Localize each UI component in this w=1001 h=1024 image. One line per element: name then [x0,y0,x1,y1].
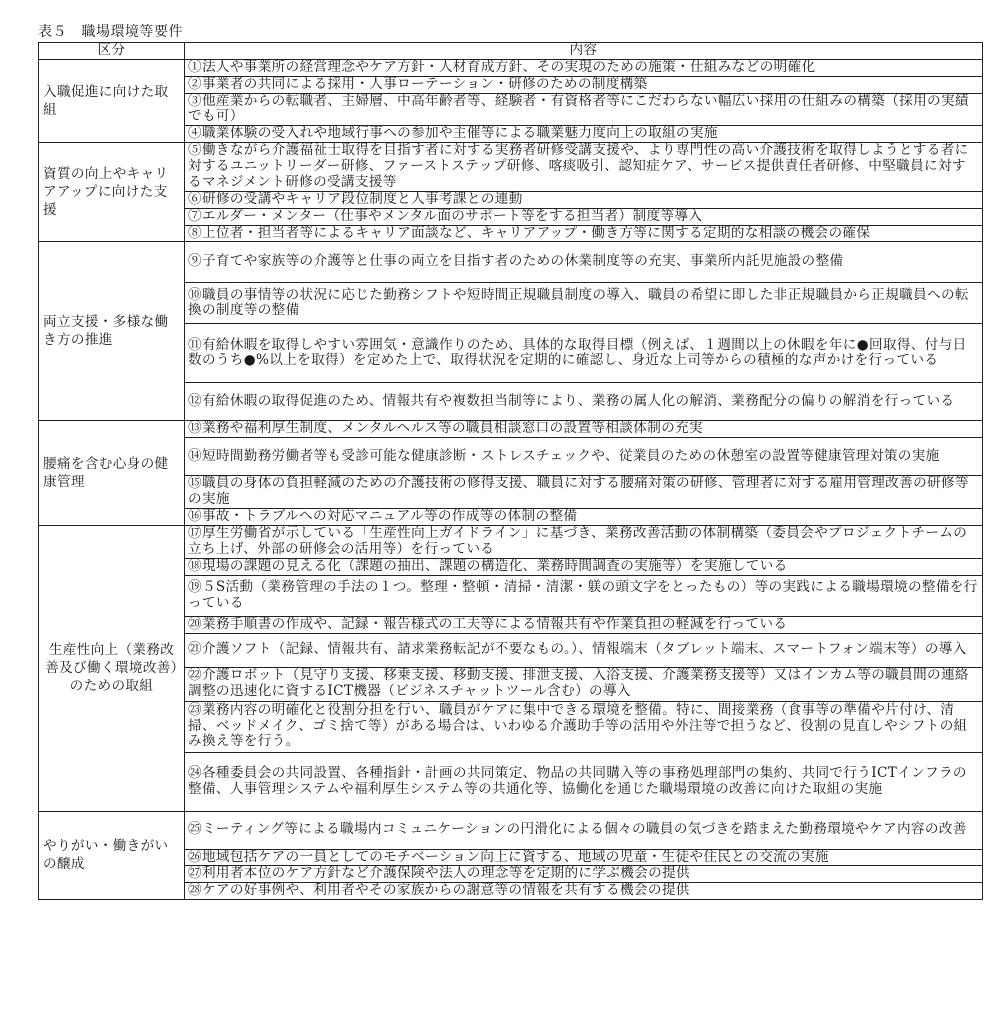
item-cell: ⑫有給休暇の取得促進のため、情報共有や複数担当制等により、業務の属人化の解消、業務配分の偏りの解消を行っている [185,383,983,421]
item-cell: ㉔各種委員会の共同設置、各種指針・計画の共同策定、物品の共同購入等の事務処理部門の集約、共同で行うICTインフラの整備、人事管理システムや福利厚生システム等の共通化等、協働化を通じた職場環境の改善に向けた取組の実施 [185,752,983,811]
item-cell: ㉑介護ソフト（記録、情報共有、請求業務転記が不要なもの。）、情報端末（タブレット端末、スマートフォン端末等）の導入 [185,633,983,667]
item-cell: ①法人や事業所の経営理念やケア方針・人材育成方針、その実現のための施策・仕組みなどの明確化 [185,60,983,77]
table-row [39,60,983,77]
item-cell: ②事業者の共同による採用・人事ローテーション・研修のための制度構築 [185,76,983,93]
item-cell: ④職業体験の受入れや地域行事への参加や主催等による職業魅力度向上の取組の実施 [185,126,983,143]
item-cell: ⑥研修の受講やキャリア段位制度と人事考課との連動 [185,191,983,208]
item-cell: ㉒介護ロボット（見守り支援、移乗支援、移動支援、排泄支援、入浴支援、介護業務支援等）又はインカム等の職員間の連絡調整の迅速化に資するICT機器（ビジネスチャットツール含む）の導入 [185,667,983,701]
item-cell: ㉖地域包括ケアの一員としてのモチベーション向上に資する、地域の児童・生徒や住民との交流の実施 [185,849,983,866]
item-cell: ㉘ケアの好事例や、利用者やその家族からの謝意等の情報を共有する機会の提供 [185,883,983,900]
table-row [39,421,983,438]
table-row [39,525,983,558]
item-cell: ㉕ミーティング等による職場内コミュニケーションの円滑化による個々の職員の気づきを踏まえた勤務環境やケア内容の改善 [185,811,983,849]
category-cell: 入職促進に向けた取組 [39,60,185,143]
category-cell: 生産性向上（業務改善及び働く環境改善）のための取組 [39,525,185,811]
item-cell: ③他産業からの転職者、主婦層、中高年齢者等、経験者・有資格者等にこだわらない幅広い採用の仕組みの構築（採用の実績でも可） [185,93,983,126]
category-cell: 腰痛を含む心身の健康管理 [39,421,185,526]
item-cell: ⑤働きながら介護福祉士取得を目指す者に対する実務者研修受講支援や、より専門性の高い介護技術を取得しようとする者に対するユニットリーダー研修、ファーストステップ研修、喀痰吸引、認知症ケア、サービス提供責任者研修、中堅職員に対するマネジメント研修の受講支援等 [185,142,983,191]
item-cell: ⑲５S活動（業務管理の手法の１つ。整理・整頓・清掃・清潔・躾の頭文字をとったもの）等の実践による職場環境の整備を行っている [185,575,983,616]
item-cell: ⑭短時間勤務労働者等も受診可能な健康診断・ストレスチェックや、従業員のための休憩室の設置等健康管理対策の実施 [185,438,983,476]
header-content: 内容 [185,43,983,60]
category-cell: 資質の向上やキャリアアップに向けた支援 [39,142,185,241]
item-cell: ⑳業務手順書の作成や、記録・報告様式の工夫等による情報共有や作業負担の軽減を行っている [185,616,983,633]
item-cell: ⑨子育てや家族等の介護等と仕事の両立を目指す者のための休業制度等の充実、事業所内託児施設の整備 [185,242,983,283]
item-cell: ㉗利用者本位のケア方針など介護保険や法人の理念等を定期的に学ぶ機会の提供 [185,866,983,883]
item-cell: ⑩職員の事情等の状況に応じた勤務シフトや短時間正規職員制度の導入、職員の希望に即した非正規職員から正規職員への転換の制度等の整備 [185,283,983,324]
table-header-row [39,43,983,60]
item-cell: ⑱現場の課題の見える化（課題の抽出、課題の構造化、業務時間調査の実施等）を実施している [185,558,983,575]
table-row [39,142,983,191]
table-row [39,811,983,849]
requirements-table [38,42,983,900]
table-row [39,242,983,283]
item-cell: ⑮職員の身体の負担軽減のための介護技術の修得支援、職員に対する腰痛対策の研修、管理者に対する雇用管理改善の研修等の実施 [185,476,983,509]
category-cell: やりがい・働きがいの醸成 [39,811,185,899]
header-category: 区分 [39,43,185,60]
item-cell: ㉓業務内容の明確化と役割分担を行い、職員がケアに集中できる環境を整備。特に、間接業務（食事等の準備や片付け、清掃、ベッドメイク、ゴミ捨て等）がある場合は、いわゆる介護助手等の活用や外注等で担うなど、役割の見直しやシフトの組み換え等を行う。 [185,701,983,752]
item-cell: ⑦エルダー・メンター（仕事やメンタル面のサポート等をする担当者）制度等導入 [185,208,983,225]
item-cell: ⑪有給休暇を取得しやすい雰囲気・意識作りのため、具体的な取得目標（例えば、１週間以上の休暇を年に●回取得、付与日数のうち●%以上を取得）を定めた上で、取得状況を定期的に確認し、身近な上司等からの積極的な声かけを行っている [185,324,983,383]
item-cell: ⑬業務や福利厚生制度、メンタルヘルス等の職員相談窓口の設置等相談体制の充実 [185,421,983,438]
category-cell: 両立支援・多様な働き方の推進 [39,242,185,421]
item-cell: ⑰厚生労働省が示している「生産性向上ガイドライン」に基づき、業務改善活動の体制構築（委員会やプロジェクトチームの立ち上げ、外部の研修会の活用等）を行っている [185,525,983,558]
item-cell: ⑯事故・トラブルへの対応マニュアル等の作成等の体制の整備 [185,509,983,526]
table-caption: 表５ 職場環境等要件 [38,24,183,40]
item-cell: ⑧上位者・担当者等によるキャリア面談など、キャリアアップ・働き方等に関する定期的な相談の機会の確保 [185,225,983,242]
